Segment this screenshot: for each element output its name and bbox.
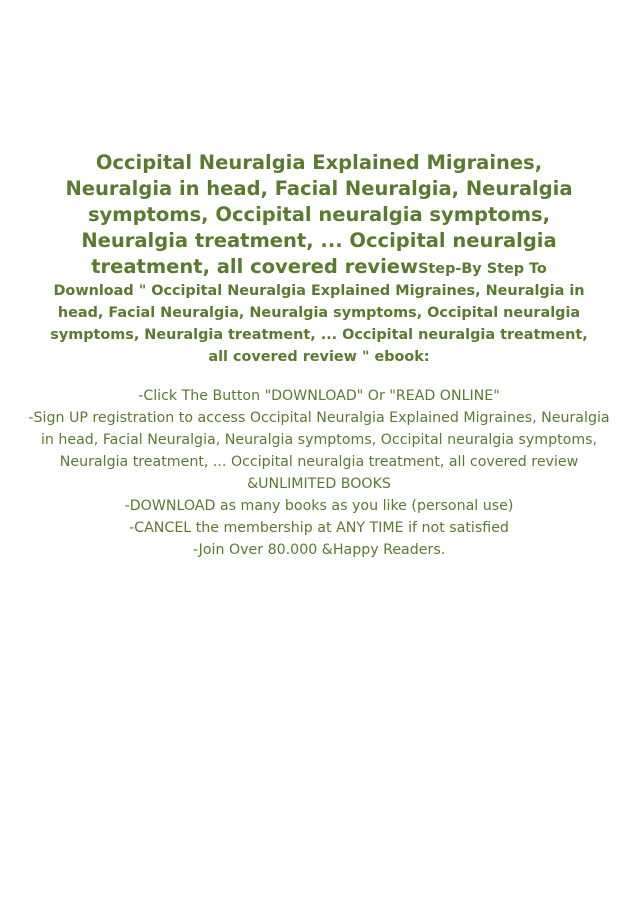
instruction-sign-up: -Sign UP registration to access Occipital Neuralgia Explained Migraines, Neuralgia in head, Facial Neuralgia, Neuralgia symptoms, Occipital neuralgia symptoms, Neuralgia treatment, ... Occipital neuralgia treatment, all covered review &UNLIMITED BOOKS [28, 410, 610, 492]
instruction-download: -DOWNLOAD as many books as you like (personal use) [124, 498, 514, 514]
instruction-click-button: -Click The Button "DOWNLOAD" Or "READ ONLINE" [138, 388, 500, 404]
subtitle-lead: Step-By Step To [418, 261, 547, 277]
instruction-cancel: -CANCEL the membership at ANY TIME if not satisfied [129, 520, 509, 536]
subtitle-download-text: Download " Occipital Neuralgia Explained Migraines, Neuralgia in head, Facial Neuralgia, Neuralgia symptoms, Occipital neuralgia symptoms, Neuralgia treatment, ... Occipital neuralgia treatment, all covered review " ebook: [50, 283, 588, 365]
instruction-join: -Join Over 80.000 &Happy Readers. [192, 542, 446, 558]
heading-block [40, 150, 598, 368]
document-title: Occipital Neuralgia Explained Migraines, Neuralgia in head, Facial Neuralgia, Neuralgia symptoms, Occipital neuralgia symptoms, Neuralgia treatment, ... Occipital neuralgia treatment, all covered review [65, 151, 573, 278]
instructions-list [20, 385, 618, 561]
